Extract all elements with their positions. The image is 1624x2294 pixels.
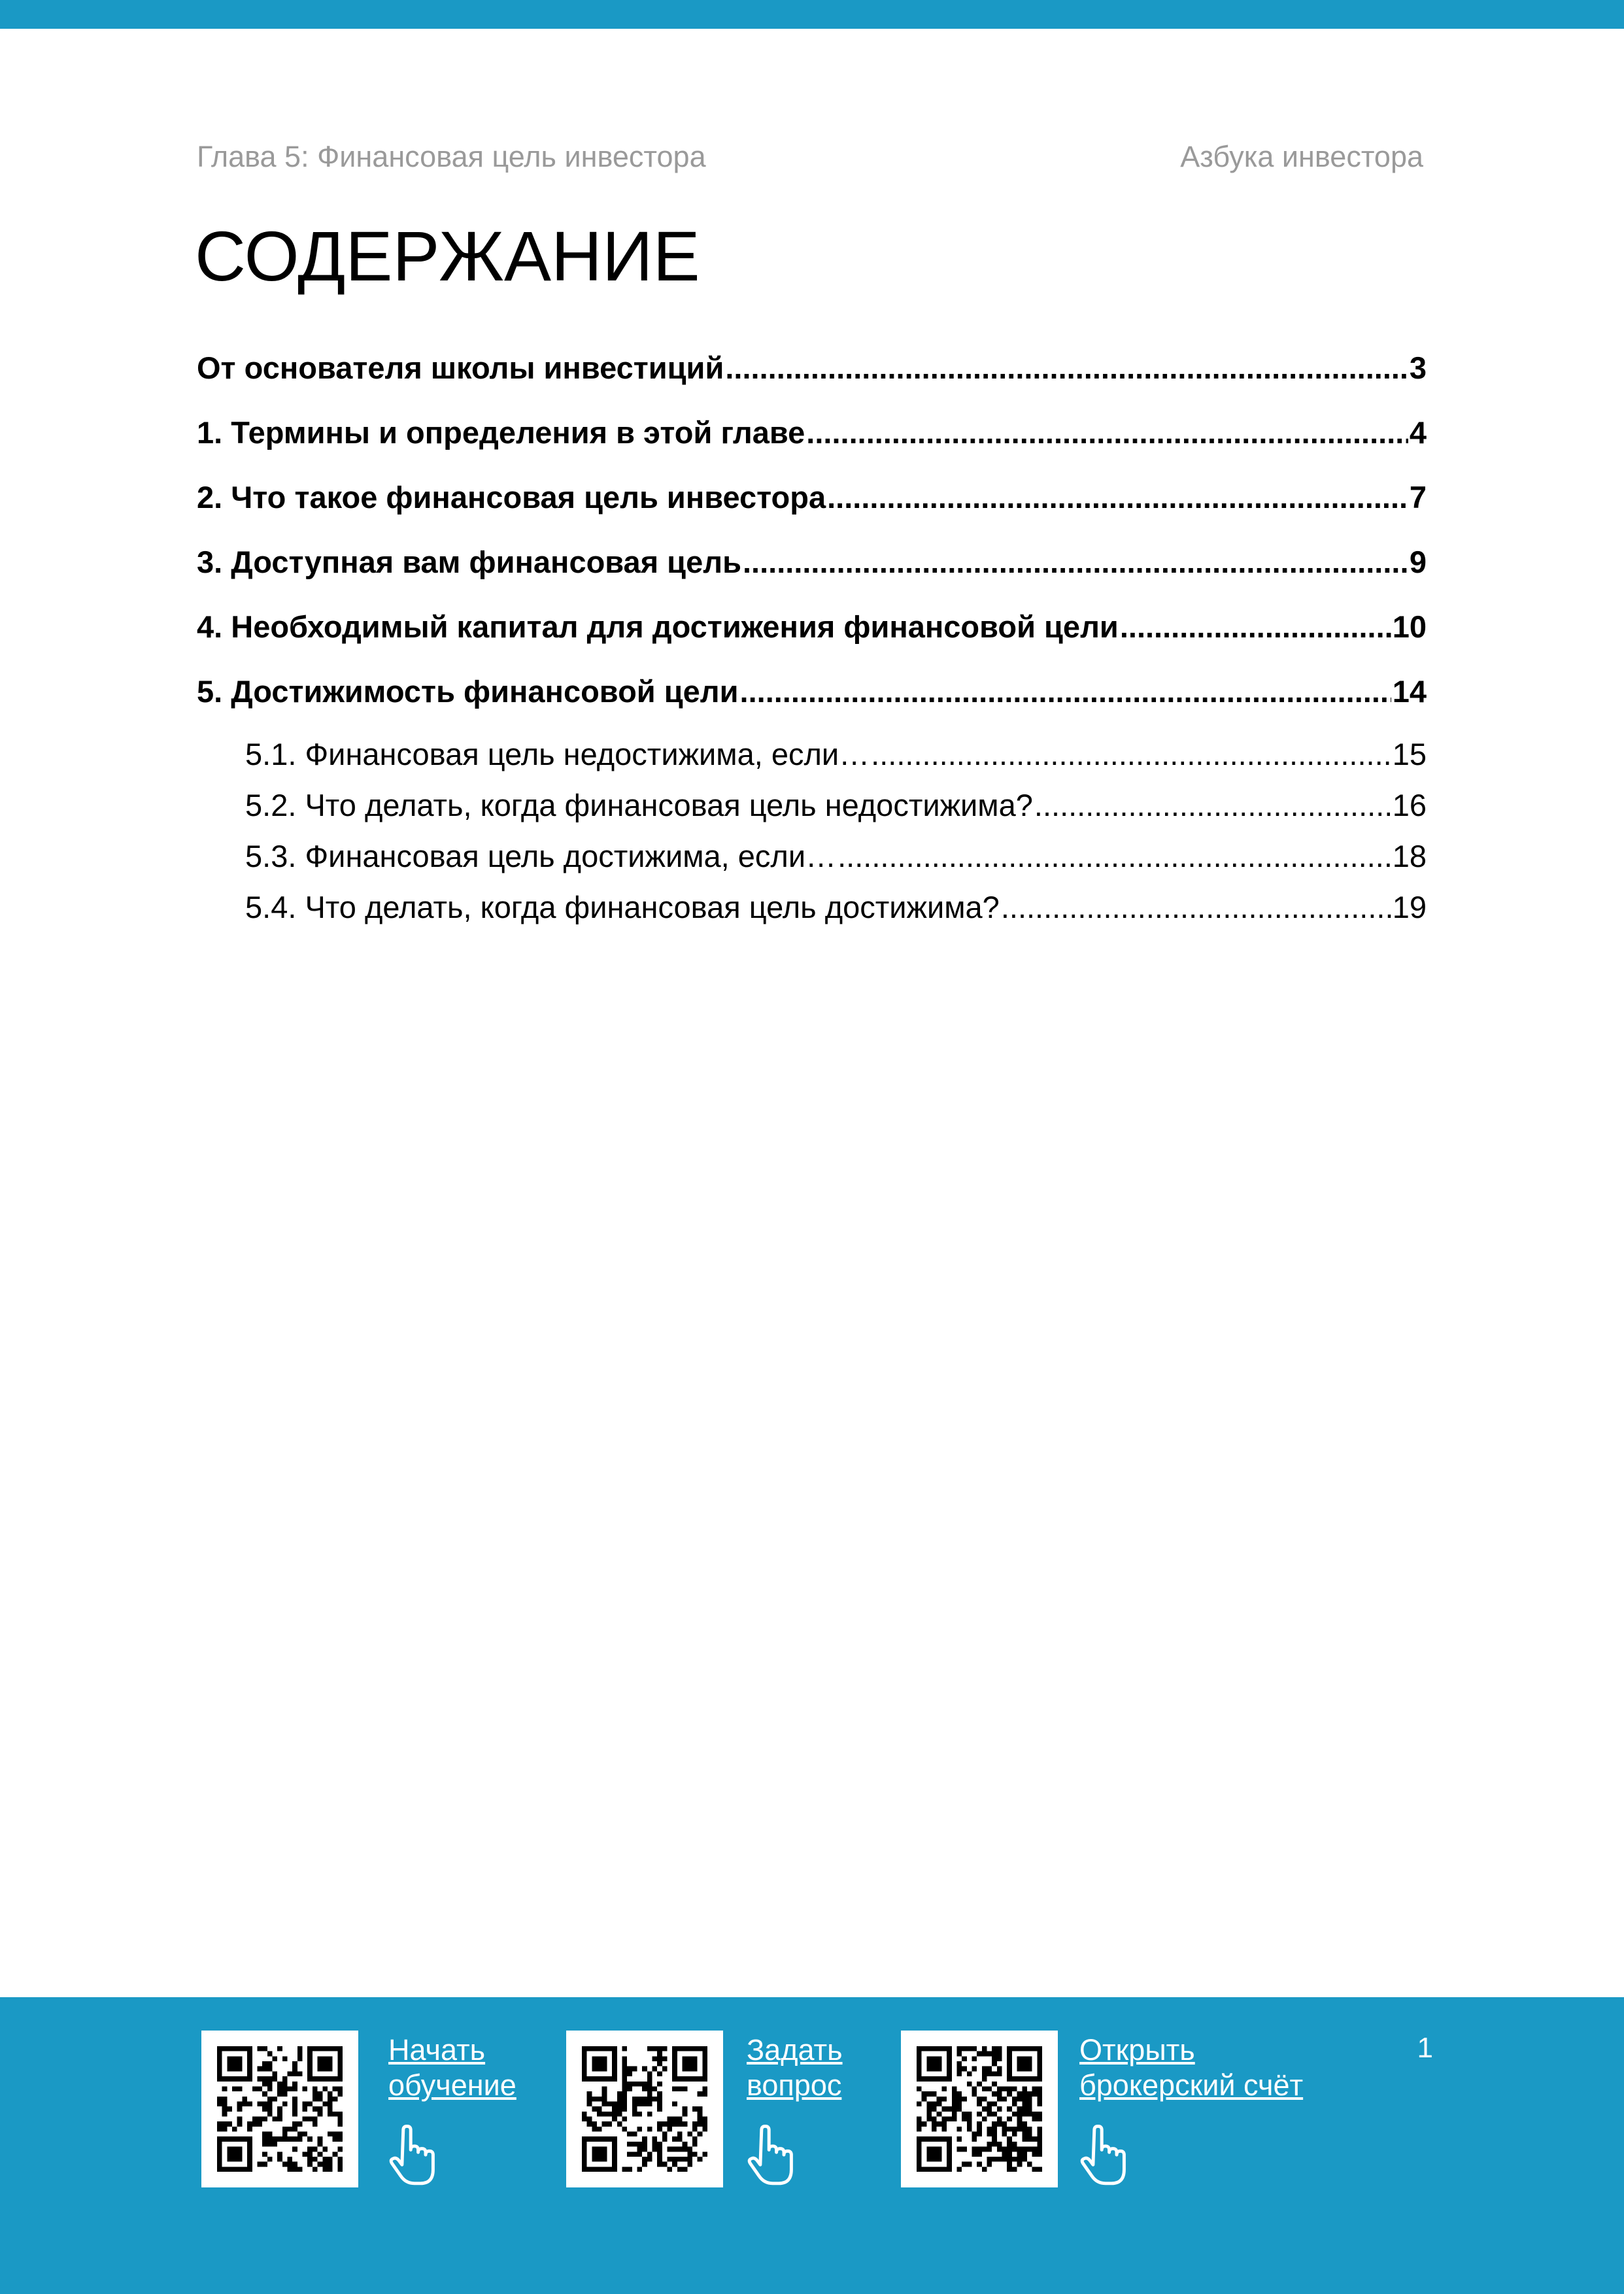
pointing-hand-icon	[747, 2125, 796, 2187]
toc-subentry[interactable]	[197, 888, 1427, 939]
toc-page-number: 3	[1409, 350, 1427, 385]
toc-page-number: 9	[1409, 545, 1427, 579]
toc-leader-dots	[725, 346, 1408, 390]
toc-page-number: 14	[1392, 674, 1427, 709]
toc-entry-text: 5.4. Что делать, когда финансовая цель достижима?	[245, 890, 1000, 924]
toc-entry[interactable]	[197, 670, 1427, 735]
toc-page-number: 7	[1409, 480, 1427, 514]
page-title: СОДЕРЖАНИЕ	[195, 216, 700, 295]
toc-page-number: 15	[1392, 737, 1427, 771]
toc-leader-dots	[743, 541, 1408, 584]
open-brokerage-account-link[interactable]: Открыть брокерский счёт	[1079, 2033, 1304, 2102]
toc-entry[interactable]	[197, 476, 1427, 541]
pointing-hand-icon	[1079, 2125, 1129, 2187]
toc-leader-dots	[806, 411, 1408, 454]
start-learning-link[interactable]: Начать обучение	[388, 2033, 516, 2102]
toc-entry-text: От основателя школы инвестиций	[197, 350, 724, 385]
toc-entry-text: 1. Термины и определения в этой главе	[197, 415, 805, 450]
toc-entry[interactable]	[197, 411, 1427, 476]
toc-page-number: 4	[1409, 415, 1427, 450]
toc-leader-dots	[740, 670, 1391, 713]
pointing-hand-icon	[388, 2125, 438, 2187]
toc-leader-dots	[1120, 605, 1391, 649]
toc-entry-text: 5.1. Финансовая цель недостижима, если…	[245, 737, 870, 771]
toc-entry-text: 5. Достижимость финансовой цели	[197, 674, 739, 709]
toc-entry-text: 4. Необходимый капитал для достижения финансовой цели	[197, 609, 1119, 644]
toc-entry[interactable]	[197, 605, 1427, 670]
toc-entry-text: 5.3. Финансовая цель достижима, если…	[245, 839, 837, 873]
qr-code-icon[interactable]	[901, 2031, 1058, 2187]
footer-bar	[0, 1997, 1624, 2294]
page-number: 1	[1417, 2032, 1433, 2064]
table-of-contents	[197, 346, 1427, 939]
toc-leader-dots	[1001, 888, 1391, 927]
toc-page-number: 19	[1392, 890, 1427, 924]
toc-subentry[interactable]	[197, 735, 1427, 786]
top-accent-bar	[0, 0, 1624, 29]
toc-page-number: 10	[1392, 609, 1427, 644]
running-header-chapter: Глава 5: Финансовая цель инвестора	[197, 140, 706, 173]
toc-entry-text: 2. Что такое финансовая цель инвестора	[197, 480, 826, 514]
toc-page-number: 16	[1392, 788, 1427, 822]
running-header-book: Азбука инвестора	[1180, 140, 1423, 173]
toc-leader-dots	[837, 837, 1391, 876]
toc-leader-dots	[871, 735, 1391, 774]
qr-code-icon[interactable]	[566, 2031, 723, 2187]
toc-leader-dots	[1034, 786, 1391, 825]
toc-entry[interactable]	[197, 346, 1427, 411]
toc-subentry[interactable]	[197, 786, 1427, 837]
ask-question-link[interactable]: Задать вопрос	[747, 2033, 843, 2102]
toc-entry-text: 3. Доступная вам финансовая цель	[197, 545, 741, 579]
toc-subentry[interactable]	[197, 837, 1427, 888]
toc-leader-dots	[827, 476, 1408, 519]
toc-entry-text: 5.2. Что делать, когда финансовая цель недостижима?	[245, 788, 1033, 822]
qr-code-icon[interactable]	[201, 2031, 358, 2187]
toc-page-number: 18	[1392, 839, 1427, 873]
toc-entry[interactable]	[197, 541, 1427, 605]
